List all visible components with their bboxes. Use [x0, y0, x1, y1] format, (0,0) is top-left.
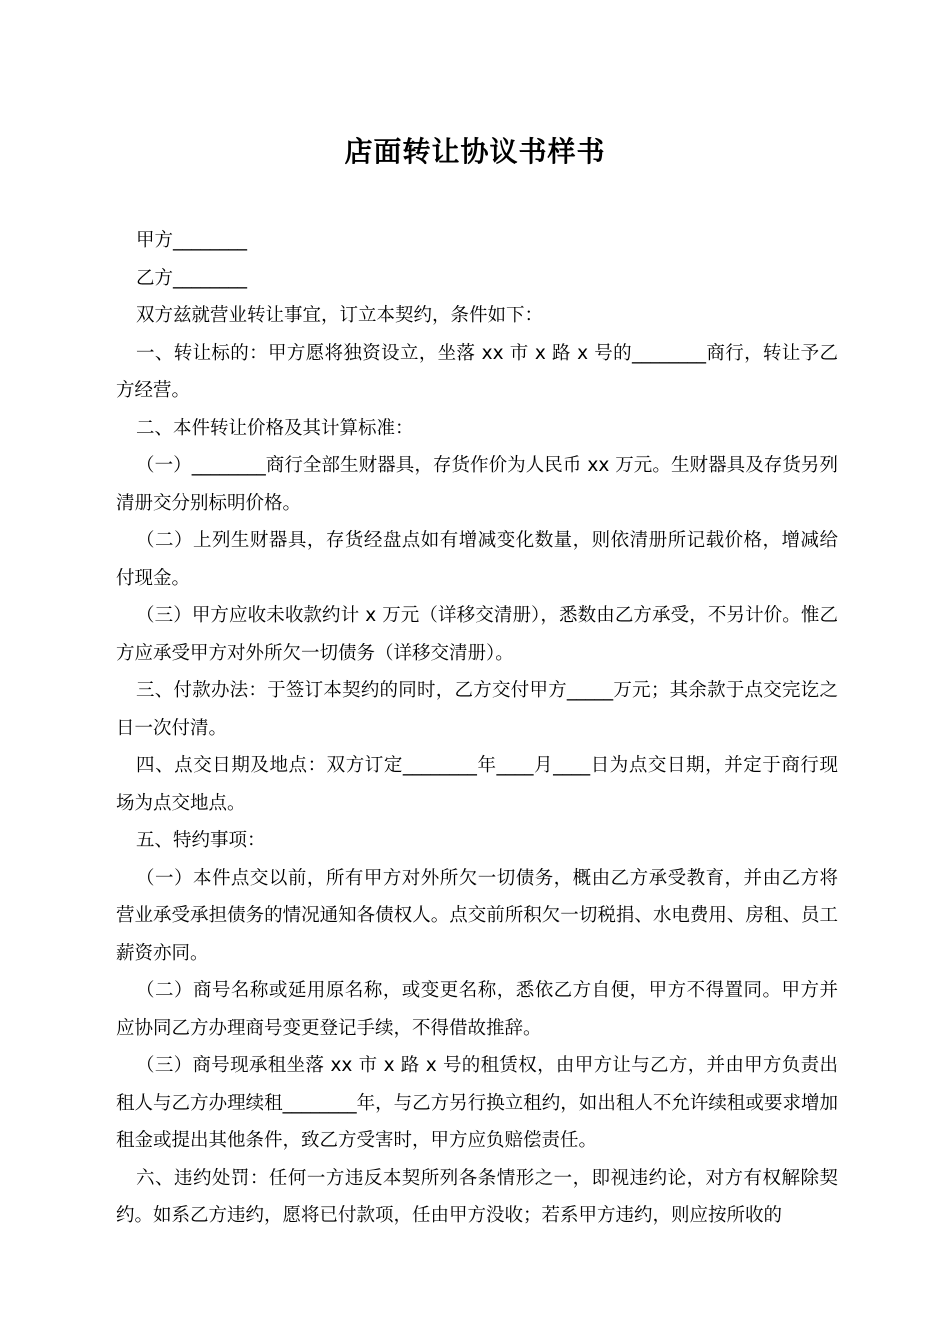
clause-2-item-3: （三）甲方应收未收款约计 x 万元（详移交清册），悉数由乙方承受，不另计价。惟乙方应承受甲方对外所欠一切债务（详移交清册）。 — [116, 605, 838, 664]
preamble-paragraph: 双方兹就营业转让事宜，订立本契约，条件如下： — [136, 305, 544, 326]
clause-5-item-1: （一）本件点交以前，所有甲方对外所欠一切债务，概由乙方承受教育，并由乙方将营业承受承担债务的情况通知各债权人。点交前所积欠一切税捐、水电费用、房租、员工薪资亦同。 — [116, 867, 838, 964]
clause-5-heading: 五、特约事项： — [136, 830, 266, 851]
document-body — [116, 222, 838, 1235]
clause-5-item-3: （三）商号现承租坐落 xx 市 x 路 x 号的租赁权，由甲方让与乙方，并由甲方负责出租人与乙方办理续租________年，与乙方另行换立租约，如出租人不允许续租或要求增加租金或提出其他条件，致乙方受害时，甲方应负赔偿责任。 — [116, 1055, 838, 1151]
document-title: 店面转让协议书样书 — [344, 135, 606, 168]
clause-4-handover-date: 四、点交日期及地点：双方订定________年____月____日为点交日期，并定于商行现场为点交地点。 — [116, 755, 838, 814]
party-b-line: 乙方________ — [136, 267, 248, 289]
clause-1-transfer-subject: 一、转让标的：甲方愿将独资设立，坐落 xx 市 x 路 x 号的________商行，转让予乙方经营。 — [116, 342, 838, 401]
clause-2-heading: 二、本件转让价格及其计算标准： — [136, 417, 414, 439]
party-a-line: 甲方________ — [136, 230, 248, 251]
clause-2-item-1: （一）________商行全部生财器具，存货作价为人民币 xx 万元。生财器具及存货另列清册交分别标明价格。 — [116, 455, 838, 514]
clause-6-breach: 六、违约处罚：任何一方违反本契所列各条情形之一，即视违约论，对方有权解除契约。如系乙方违约，愿将已付款项，任由甲方没收；若系甲方违约，则应按所收的 — [116, 1167, 838, 1226]
clause-5-item-2: （二）商号名称或延用原名称，或变更名称，悉依乙方自便，甲方不得置同。甲方并应协同乙方办理商号变更登记手续，不得借故推辞。 — [116, 980, 838, 1039]
clause-3-payment: 三、付款办法：于签订本契约的同时，乙方交付甲方_____万元；其余款于点交完讫之日一次付清。 — [116, 680, 838, 739]
clause-2-item-2: （二）上列生财器具，存货经盘点如有增减变化数量，则依清册所记载价格，增减给付现金。 — [116, 530, 838, 589]
